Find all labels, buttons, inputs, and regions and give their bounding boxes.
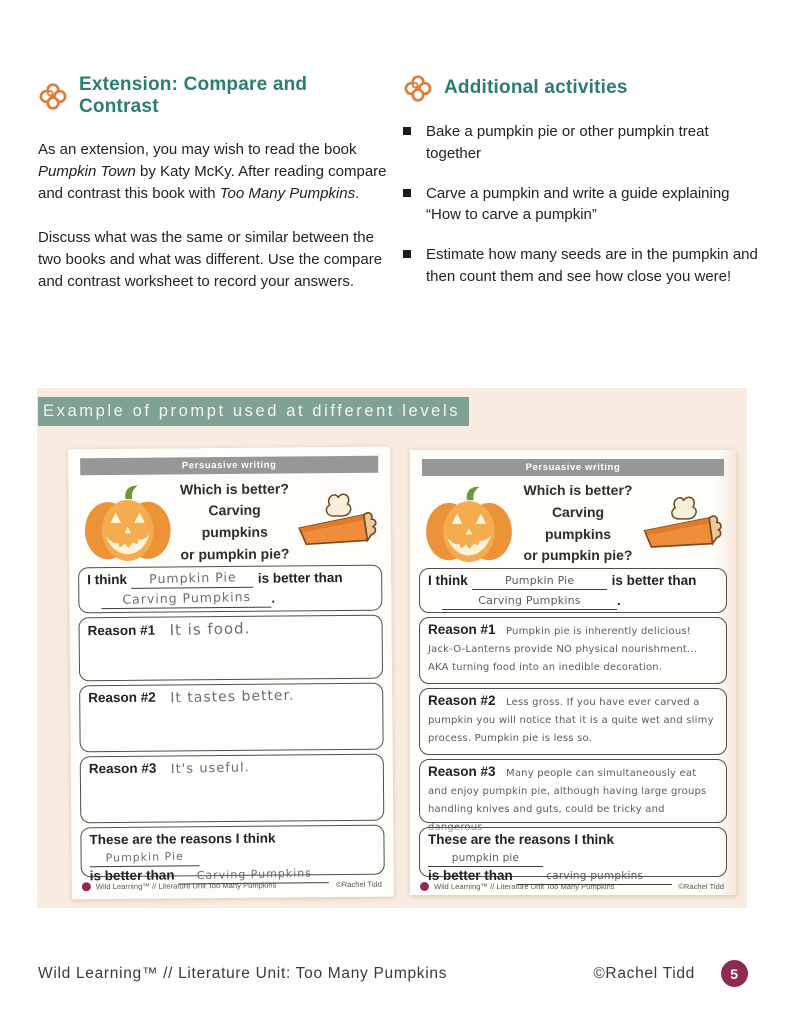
book-title-italic: Pumpkin Town xyxy=(38,162,136,180)
reason-1-label: Reason #1 xyxy=(428,622,496,638)
conclusion-blank-line xyxy=(90,848,200,867)
handwriting: Pumpkin Pie xyxy=(105,850,184,865)
pumpkin-pie-icon xyxy=(639,490,725,558)
flower-icon xyxy=(403,74,433,102)
title-line: Carving pumpkins xyxy=(201,502,268,541)
worksheet-advanced xyxy=(410,450,736,895)
handwriting: It is food. xyxy=(169,619,251,640)
example-block xyxy=(37,388,747,908)
pumpkin-pie-icon xyxy=(293,487,380,556)
worksheet-title xyxy=(517,480,639,567)
page-footer-title: Wild Learning™ // Literature Unit: Too Many Pumpkins xyxy=(38,964,448,982)
title-line: Which is better? xyxy=(179,480,289,498)
activities-title: Additional activities xyxy=(444,77,628,98)
claim-line-2: Carving Pumpkins . xyxy=(87,589,373,609)
worksheet-header xyxy=(79,477,380,568)
reason-1-label: Reason #1 xyxy=(87,622,156,639)
page-number-badge: 5 xyxy=(721,960,748,987)
conclusion-line-2 xyxy=(90,865,376,885)
extension-title: Extension: Compare and Contrast xyxy=(79,74,308,117)
reason-1-box xyxy=(79,615,384,682)
conclusion-prefix: These are the reasons I think xyxy=(428,832,615,847)
handwriting: Carving Pumpkins xyxy=(121,589,251,608)
conclusion-prefix: These are the reasons I think xyxy=(89,830,276,848)
claim-blank-line-2 xyxy=(442,592,617,610)
persuasive-writing-banner: Persuasive writing xyxy=(80,456,378,476)
conclusion-box xyxy=(419,827,727,883)
jack-o-lantern-icon xyxy=(79,482,176,563)
handwriting: It tastes better. xyxy=(170,687,295,707)
handwriting: Pumpkin Pie xyxy=(504,573,575,587)
jack-o-lantern-icon xyxy=(421,484,517,564)
worksheet-footer-text: Wild Learning™ // Literature Unit Too Many Pumpkins xyxy=(95,880,277,892)
handwriting: carving pumpkins xyxy=(546,870,644,883)
conclusion-blank-line-2 xyxy=(179,865,329,884)
reason-3-box xyxy=(80,754,385,824)
claim-blank-line-2 xyxy=(101,590,271,609)
reason-2-label: Reason #2 xyxy=(428,693,496,709)
reason-3-label: Reason #3 xyxy=(428,764,496,779)
activities-bullet-list xyxy=(403,121,763,288)
example-banner: Example of prompt used at different levels xyxy=(38,397,469,426)
handwriting: Pumpkin pie is inherently delicious! Jack-O-Lanterns provide NO physical nourishment... AKA turning food into an inedible decoration. xyxy=(428,626,698,674)
handwriting: Pumpkin Pie xyxy=(148,569,237,587)
worksheet-footer-copyright: ©Rachel Tidd xyxy=(336,879,382,890)
square-bullet-icon xyxy=(403,250,411,258)
list-item xyxy=(403,183,763,227)
bullet-text: Carve a pumpkin and write a guide explaining “How to carve a pumpkin” xyxy=(426,184,730,224)
worksheet-footer-copyright: ©Rachel Tidd xyxy=(678,882,724,891)
worksheet-beginner xyxy=(68,447,394,900)
claim-box xyxy=(419,568,727,614)
claim-blank-line xyxy=(131,570,253,589)
conclusion-blank-line xyxy=(428,849,543,867)
activities-section xyxy=(403,74,763,306)
page-footer xyxy=(38,960,748,987)
reason-1-box xyxy=(419,617,727,684)
conclusion-blank-line-2 xyxy=(517,867,672,885)
handwriting: It's useful. xyxy=(170,760,250,778)
claim-prefix: I think xyxy=(428,572,468,588)
conclusion-box xyxy=(80,825,384,884)
square-bullet-icon xyxy=(403,127,411,135)
claim-line-2: Carving Pumpkins . xyxy=(428,592,718,610)
reason-2-box xyxy=(419,688,727,755)
paragraph-text: As an extension, you may wish to read the book xyxy=(38,141,357,158)
worksheet-title xyxy=(175,478,294,566)
conclusion-mid: is better than xyxy=(428,868,513,883)
claim-box xyxy=(78,565,382,614)
extension-section xyxy=(38,74,390,308)
page-footer-copyright: ©Rachel Tidd xyxy=(593,964,695,982)
extension-section-header xyxy=(38,74,390,118)
claim-suffix: is better than xyxy=(257,570,343,586)
conclusion-line-2 xyxy=(428,867,718,885)
claim-prefix: I think xyxy=(87,571,127,588)
title-line: Carving pumpkins xyxy=(544,504,612,542)
handwriting: Carving Pumpkins xyxy=(478,593,581,607)
title-line: or pumpkin pie? xyxy=(180,545,290,563)
bullet-text: Bake a pumpkin pie or other pumpkin treat together xyxy=(426,123,709,162)
handwriting: pumpkin pie xyxy=(451,852,520,865)
activities-section-header xyxy=(403,74,763,102)
claim-blank-line xyxy=(472,572,607,590)
reason-3-box xyxy=(419,759,727,833)
reason-3-label: Reason #3 xyxy=(88,760,157,777)
worksheet-header xyxy=(421,480,725,568)
handwriting: Less gross. If you have ever carved a pumpkin you will notice that it is a quite wet and slimy process. Pumpkin pie is less so. xyxy=(428,697,714,745)
extension-paragraph-2: Discuss what was the same or similar between the two books and what was different. Use the compare and contrast worksheet to record your answers. xyxy=(38,229,383,290)
bullet-text: Estimate how many seeds are in the pumpkin and then count them and see how close you were! xyxy=(426,246,758,285)
list-item xyxy=(403,121,763,165)
paragraph-text: by Katy McKy. After reading compare and contrast this book with xyxy=(38,162,387,202)
list-item xyxy=(403,244,763,288)
conclusion-mid: is better than xyxy=(89,867,175,884)
paragraph-text: . xyxy=(355,184,360,202)
title-line: or pumpkin pie? xyxy=(523,547,633,564)
reason-2-label: Reason #2 xyxy=(88,689,156,706)
claim-suffix: is better than xyxy=(611,572,697,588)
handwriting: Many people can simultaneously eat and enjoy pumpkin pie, although having large groups handling knives and guts, could be tricky and dangerous xyxy=(428,768,707,833)
title-line: Which is better? xyxy=(523,482,633,499)
persuasive-writing-banner: Persuasive writing xyxy=(422,459,724,476)
reason-2-box xyxy=(79,683,384,753)
book-title-italic: Too Many Pumpkins xyxy=(219,184,356,202)
square-bullet-icon xyxy=(403,189,411,197)
handwriting: Carving Pumpkins xyxy=(196,866,312,883)
extension-paragraph-1 xyxy=(38,139,390,204)
worksheet-footer-text: Wild Learning™ // Literature Unit Too Many Pumpkins xyxy=(434,882,615,891)
flower-icon xyxy=(38,82,68,110)
